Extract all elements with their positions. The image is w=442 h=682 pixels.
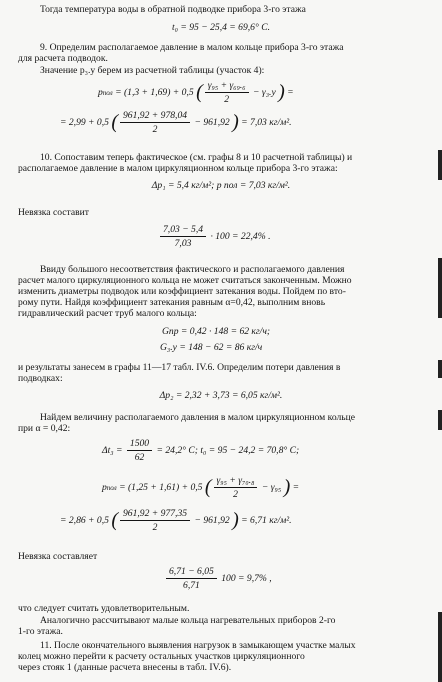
fraction xyxy=(205,80,249,105)
fraction-denominator: 2 xyxy=(224,94,230,106)
fraction xyxy=(120,110,190,135)
right-paren: ) xyxy=(278,81,285,104)
text-line: гидравлический расчет труб малого кольца: xyxy=(18,308,197,319)
fraction-denominator: 62 xyxy=(134,452,145,464)
text-line: изменить диаметры подводок или коэффициент затекания воды. Пойдем по вто- xyxy=(18,286,346,297)
text-line: для расчета подводок. xyxy=(18,53,108,64)
left-paren: ( xyxy=(204,476,212,499)
text-line: Невязка составляет xyxy=(18,551,98,562)
eq-text: = xyxy=(290,481,300,493)
text-line: подводках: xyxy=(18,373,63,384)
text-line: 1-го этажа. xyxy=(18,626,63,637)
fraction-denominator: 6,71 xyxy=(183,580,200,592)
right-paren: ) xyxy=(232,509,239,532)
eq-text: − 961,92 xyxy=(192,116,233,128)
left-paren: ( xyxy=(196,81,203,104)
equation-ppol-2-value xyxy=(60,508,292,533)
text-line: Аналогично рассчитывают малые кольца нагревательных приборов 2-го xyxy=(40,615,336,626)
eq-text: = 7,03 кг/м². xyxy=(238,116,292,128)
eq-text: − 961,92 xyxy=(192,514,233,526)
text-line: 11. После окончательного выявления нагрузок в замыкающем участке малых xyxy=(40,640,356,651)
left-paren: ( xyxy=(111,111,118,134)
fraction xyxy=(160,224,206,249)
fraction xyxy=(214,475,258,500)
fraction-denominator: 2 xyxy=(152,124,158,136)
eq-text: − γ₉₅ xyxy=(259,481,284,493)
text-line: при α = 0,42: xyxy=(18,423,71,434)
eq-subscript: пол xyxy=(106,483,117,492)
scan-edge-mark xyxy=(438,360,442,378)
equation-nevyazka-2 xyxy=(164,566,272,591)
eq-text: 100 = 9,7% , xyxy=(218,572,272,584)
eq-text: = 6,71 кг/м². xyxy=(238,514,292,526)
eq-symbol: p xyxy=(98,86,103,98)
equation-t0: t₀ = 95 − 25,4 = 69,6° C. xyxy=(171,22,271,33)
fraction-numerator: 7,03 − 5,4 xyxy=(160,224,206,237)
text-line: рому пути. Найдя коэффициент затекания равным α=0,42, выполним вновь xyxy=(18,297,326,308)
fraction-numerator: 961,92 + 978,04 xyxy=(120,110,190,123)
fraction-numerator: γ₉₅ + γ₆₉.₆ xyxy=(205,80,249,93)
equation-ppol-1 xyxy=(98,80,294,105)
eq-text: = xyxy=(284,86,294,98)
text-line: расчет малого циркуляционного кольца не может считаться законченным. Можно xyxy=(18,275,352,286)
equation-nevyazka-1 xyxy=(158,224,271,249)
eq-symbol: p xyxy=(102,481,107,493)
scan-edge-mark xyxy=(438,150,442,180)
fraction-numerator: γ₉₅ + γ₇₀.₈ xyxy=(214,475,258,488)
eq-text: · 100 = 22,4% . xyxy=(208,230,271,242)
fraction-denominator: 2 xyxy=(152,522,158,534)
fraction-numerator: 1500 xyxy=(127,438,152,451)
text-line: колец можно перейти к расчету остальных участков циркуляционного xyxy=(18,651,305,662)
text-line: Найдем величину располагаемого давления в малом циркуляционном кольце xyxy=(40,412,356,423)
eq-text: = 24,2° C; t₀ = 95 − 24,2 = 70,8° C; xyxy=(154,444,300,456)
fraction xyxy=(127,438,152,463)
eq-text: = (1,25 + 1,61) + 0,5 xyxy=(116,481,205,493)
scan-edge-mark xyxy=(438,410,442,430)
eq-subscript: пол xyxy=(102,88,113,97)
eq-text: = (1,3 + 1,69) + 0,5 xyxy=(112,86,197,98)
fraction xyxy=(166,566,217,591)
text-line: что следует считать удовлетворительным. xyxy=(18,603,190,614)
equation-dp1: Δp₁ = 5,4 кг/м²; p пол = 7,03 кг/м². xyxy=(151,180,291,191)
text-line: Невязка составит xyxy=(18,207,89,218)
text-line: Ввиду большого несоответствия фактического и располагаемого давления xyxy=(40,264,345,275)
eq-text: − γ₃.у xyxy=(250,86,279,98)
fraction-numerator: 6,71 − 6,05 xyxy=(166,566,217,579)
text-line: 9. Определим располагаемое давление в малом кольце прибора 3-го этажа xyxy=(40,42,344,53)
scan-edge-mark xyxy=(438,258,442,318)
text-line: 10. Сопоставим теперь фактическое (см. графы 8 и 10 расчетной таблицы) и xyxy=(40,152,353,163)
text-line: располагаемое давление в малом циркуляционном кольце прибора 3-го этажа: xyxy=(18,163,338,174)
right-paren: ) xyxy=(283,476,291,499)
equation-ppol-2 xyxy=(102,475,299,500)
equation-dp2: Δp₂ = 2,32 + 3,73 = 6,05 кг/м². xyxy=(159,390,283,401)
equation-dt3 xyxy=(102,438,299,463)
equation-gpr: Gпр = 0,42 · 148 = 62 кг/ч; xyxy=(162,326,271,337)
right-paren: ) xyxy=(232,111,239,134)
left-paren: ( xyxy=(111,509,118,532)
text-line: Тогда температура воды в обратной подводке прибора 3-го этажа xyxy=(40,4,306,15)
equation-g3u: G₃.у = 148 − 62 = 86 кг/ч xyxy=(160,342,263,353)
eq-text: Δt₃ = xyxy=(102,444,125,456)
equation-ppol-1-value xyxy=(60,110,292,135)
text-line: через стояк 1 (данные расчета внесены в табл. IV.6). xyxy=(18,662,232,673)
eq-text: = 2,86 + 0,5 xyxy=(60,514,112,526)
fraction xyxy=(120,508,190,533)
scan-edge-mark xyxy=(438,612,442,682)
fraction-denominator: 2 xyxy=(233,489,238,501)
fraction-numerator: 961,92 + 977,35 xyxy=(120,508,190,521)
eq-text: = 2,99 + 0,5 xyxy=(60,116,112,128)
text-line: и результаты занесем в графы 11—17 табл. IV.6. Определим потери давления в xyxy=(18,362,341,373)
fraction-denominator: 7,03 xyxy=(174,238,192,250)
text-line: Значение p₃.у берем из расчетной таблицы (участок 4): xyxy=(40,65,265,76)
